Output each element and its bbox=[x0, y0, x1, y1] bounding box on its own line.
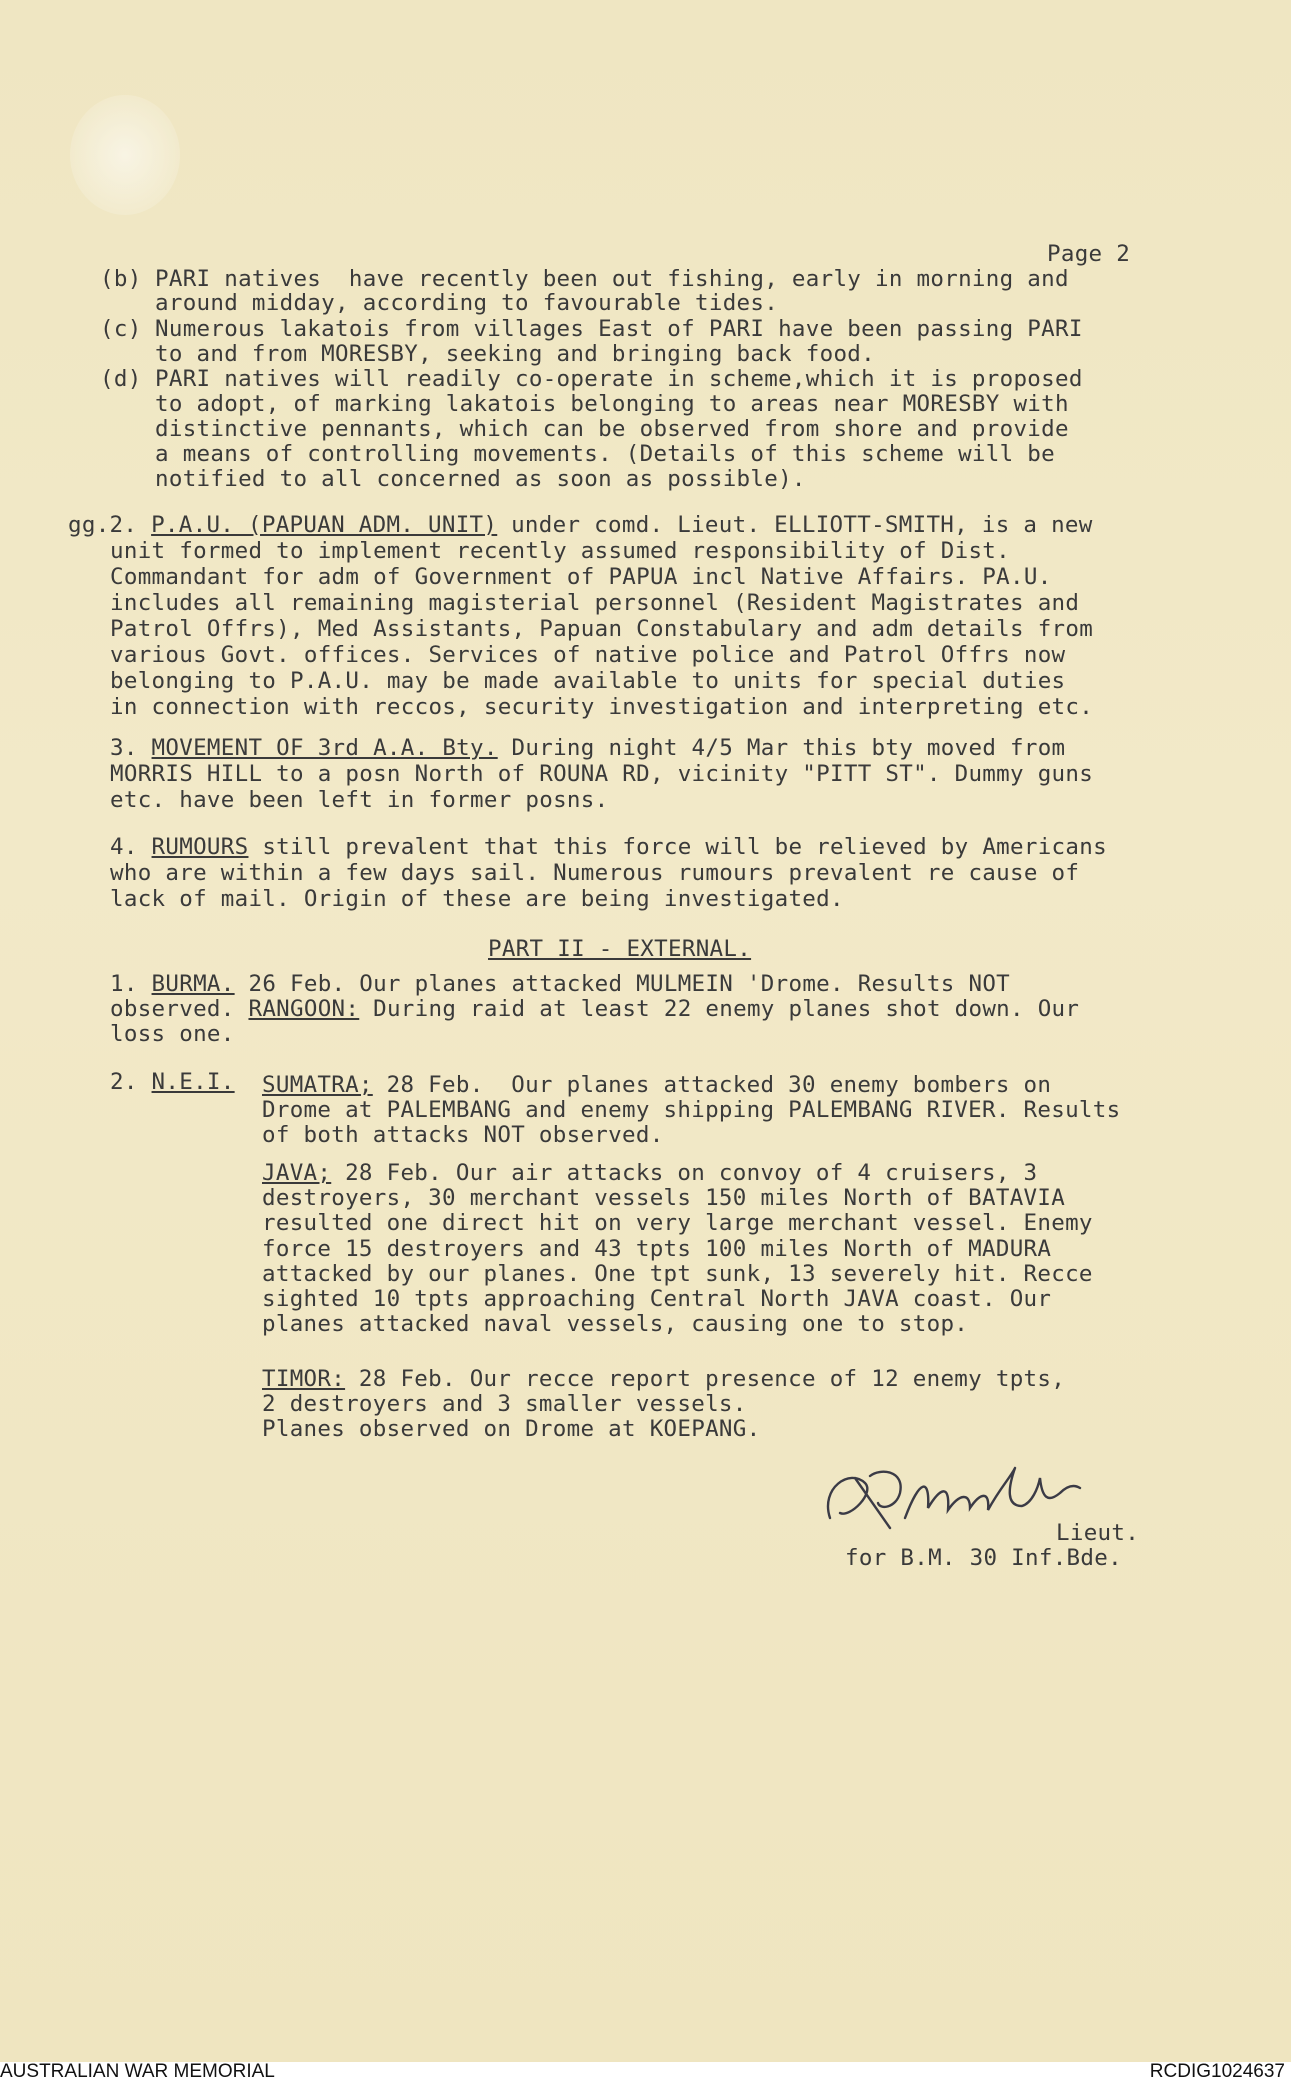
para-2-line: belonging to P.A.U. may be made available to units for special duties bbox=[110, 668, 1066, 694]
item-d-line-2: to adopt, of marking lakatois belonging to areas near MORESBY with bbox=[155, 391, 1069, 417]
burma-line-2 bbox=[110, 996, 1079, 1022]
signature-rank: Lieut. bbox=[1056, 1520, 1140, 1546]
timor-line: Planes observed on Drome at KOEPANG. bbox=[262, 1416, 761, 1442]
para-4-line: who are within a few days sail. Numerous rumours prevalent re cause of bbox=[110, 860, 1080, 886]
para-2-line: Patrol Offrs), Med Assistants, Papuan Constabulary and adm details from bbox=[110, 616, 1094, 642]
para-4-first-line bbox=[110, 834, 1107, 860]
sumatra-line: Drome at PALEMBANG and enemy shipping PALEMBANG RIVER. Results bbox=[262, 1097, 1121, 1123]
rangoon-heading: RANGOON: bbox=[248, 996, 360, 1022]
para-2-line: unit formed to implement recently assumed responsibility of Dist. bbox=[110, 538, 1010, 564]
java-first-line bbox=[262, 1160, 1037, 1186]
rangoon-text: During raid at least 22 enemy planes shot down. Our bbox=[359, 996, 1080, 1022]
sumatra-first-line bbox=[262, 1072, 1051, 1098]
timor-heading: TIMOR: bbox=[262, 1366, 346, 1392]
para-2-line: various Govt. offices. Services of native police and Patrol Offrs now bbox=[110, 642, 1066, 668]
item-d-line-3: distinctive pennants, which can be observed from shore and provide bbox=[155, 416, 1069, 442]
item-d-line-1: PARI natives will readily co-operate in scheme,which it is proposed bbox=[155, 366, 1083, 392]
part-2-heading: PART II - EXTERNAL. bbox=[488, 936, 752, 962]
java-first-text: 28 Feb. Our air attacks on convoy of 4 cruisers, 3 bbox=[331, 1160, 1038, 1186]
page-number: Page 2 bbox=[1047, 241, 1131, 267]
footer-archive-name: AUSTRALIAN WAR MEMORIAL bbox=[0, 2061, 275, 2082]
java-line: force 15 destroyers and 43 tpts 100 miles North of MADURA bbox=[262, 1236, 1052, 1262]
item-d-line-4: a means of controlling movements. (Details of this scheme will be bbox=[155, 441, 1055, 467]
java-heading: JAVA; bbox=[262, 1160, 332, 1186]
para-4-heading: RUMOURS bbox=[151, 834, 249, 860]
para-2-line: includes all remaining magisterial personnel (Resident Magistrates and bbox=[110, 590, 1080, 616]
nei-number: 2. bbox=[110, 1069, 152, 1095]
java-line: sighted 10 tpts approaching Central North JAVA coast. Our bbox=[262, 1286, 1052, 1312]
nei-first-line bbox=[110, 1069, 235, 1095]
para-2-number: gg.2. bbox=[68, 512, 152, 538]
item-d-line-5: notified to all concerned as soon as possible). bbox=[155, 466, 806, 492]
para-4-number: 4. bbox=[110, 834, 152, 860]
para-2-first-line bbox=[68, 512, 1093, 538]
para-3-heading: MOVEMENT OF 3rd A.A. Bty. bbox=[151, 735, 498, 761]
item-b-line-2: around midday, according to favourable tides. bbox=[155, 290, 779, 316]
nei-heading: N.E.I. bbox=[151, 1069, 235, 1095]
sumatra-first-text: 28 Feb. Our planes attacked 30 enemy bombers on bbox=[372, 1072, 1052, 1098]
sumatra-line: of both attacks NOT observed. bbox=[262, 1122, 664, 1148]
java-line: resulted one direct hit on very large merchant vessel. Enemy bbox=[262, 1210, 1093, 1236]
burma-number: 1. bbox=[110, 971, 152, 997]
item-b-line-1: PARI natives have recently been out fishing, early in morning and bbox=[155, 266, 1069, 292]
timor-first-line bbox=[262, 1366, 1065, 1392]
para-2-first-text: under comd. Lieut. ELLIOTT-SMITH, is a new bbox=[497, 512, 1093, 538]
java-line: destroyers, 30 merchant vessels 150 miles North of BATAVIA bbox=[262, 1185, 1066, 1211]
java-line: attacked by our planes. One tpt sunk, 13 severely hit. Recce bbox=[262, 1261, 1093, 1287]
item-c-line-2: to and from MORESBY, seeking and bringing back food. bbox=[155, 341, 875, 367]
para-2-heading: P.A.U. (PAPUAN ADM. UNIT) bbox=[151, 512, 498, 538]
burma-line-2-text: observed. bbox=[110, 996, 249, 1022]
para-2-line: in connection with reccos, security investigation and interpreting etc. bbox=[110, 694, 1094, 720]
item-d-marker: (d) bbox=[100, 366, 142, 392]
burma-heading: BURMA. bbox=[151, 971, 235, 997]
burma-first-text: 26 Feb. Our planes attacked MULMEIN 'Drome. Results NOT bbox=[234, 971, 1011, 997]
sumatra-heading: SUMATRA; bbox=[262, 1072, 373, 1098]
handwritten-signature bbox=[810, 1448, 1090, 1558]
para-3-first-text: During night 4/5 Mar this bty moved from bbox=[497, 735, 1066, 761]
para-4-line: lack of mail. Origin of these are being investigated. bbox=[110, 886, 844, 912]
burma-first-line bbox=[110, 971, 1010, 997]
java-line: planes attacked naval vessels, causing one to stop. bbox=[262, 1311, 969, 1337]
signature-for-line: for B.M. 30 Inf.Bde. bbox=[845, 1545, 1122, 1571]
burma-line-3: loss one. bbox=[110, 1021, 235, 1047]
para-3-line: MORRIS HILL to a posn North of ROUNA RD, vicinity "PITT ST". Dummy guns bbox=[110, 761, 1094, 787]
item-b-marker: (b) bbox=[100, 266, 142, 292]
para-3-line: etc. have been left in former posns. bbox=[110, 787, 609, 813]
footer-item-id: RCDIG1024637 bbox=[1149, 2061, 1285, 2082]
timor-line: 2 destroyers and 3 smaller vessels. bbox=[262, 1391, 747, 1417]
para-3-first-line bbox=[110, 735, 1065, 761]
paper-blemish bbox=[70, 95, 180, 215]
para-3-number: 3. bbox=[110, 735, 152, 761]
item-c-line-1: Numerous lakatois from villages East of PARI have been passing PARI bbox=[155, 316, 1083, 342]
timor-first-text: 28 Feb. Our recce report presence of 12 enemy tpts, bbox=[345, 1366, 1066, 1392]
para-4-first-text: still prevalent that this force will be relieved by Americans bbox=[248, 834, 1107, 860]
item-c-marker: (c) bbox=[100, 316, 142, 342]
para-2-line: Commandant for adm of Government of PAPUA incl Native Affairs. PA.U. bbox=[110, 564, 1052, 590]
